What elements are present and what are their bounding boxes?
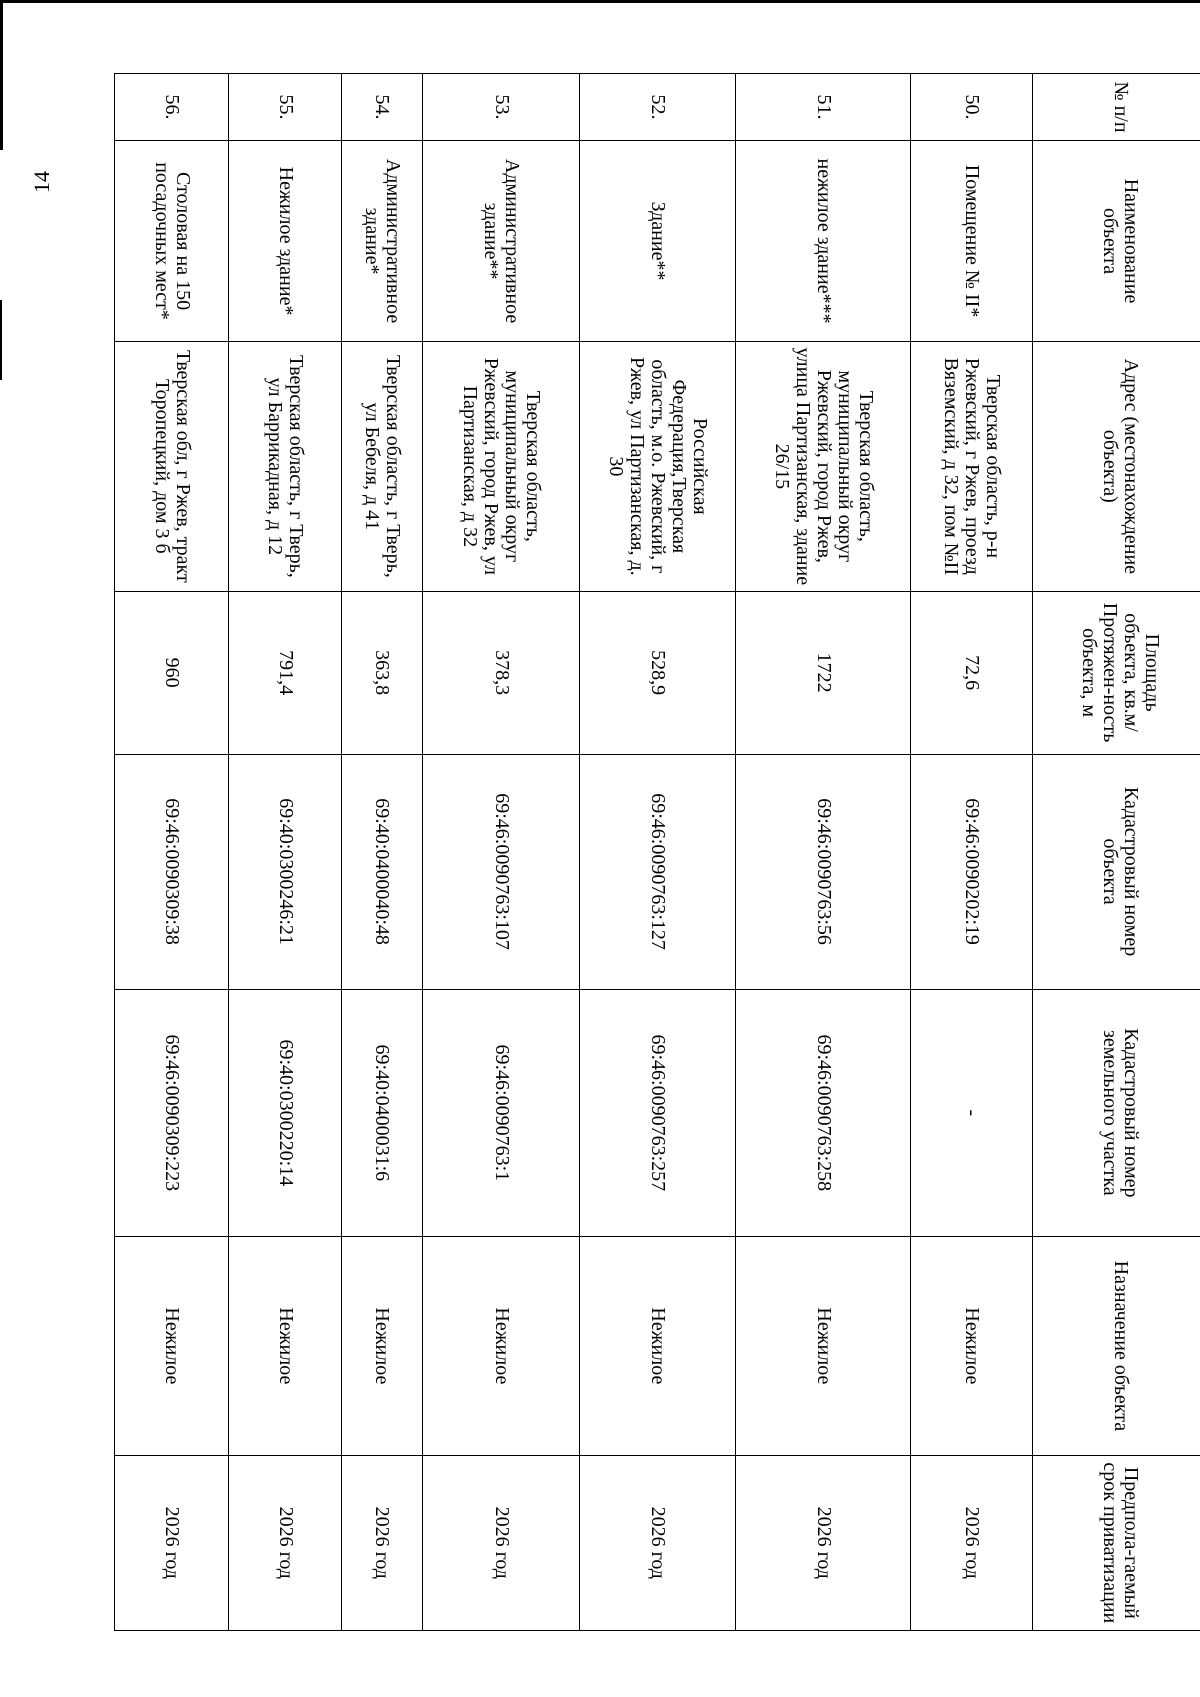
cell-land-cadastral: 69:40:0400031:6 <box>342 989 423 1236</box>
scan-left-edge-lower <box>0 300 2 380</box>
cell-cadastral: 69:46:0090763:56 <box>736 754 911 989</box>
header-cadastral: Кадастровый номер объекта <box>1033 754 1200 989</box>
header-address: Адрес (местонахождение объекта) <box>1033 342 1200 592</box>
cell-purpose: Нежилое <box>422 1237 579 1456</box>
cell-cadastral: 69:46:0090309:38 <box>115 754 229 989</box>
cell-cadastral: 69:40:0300246:21 <box>229 754 342 989</box>
cell-area: 72,6 <box>911 591 1033 754</box>
cell-address: Тверская область, г Тверь, ул Баррикадная, д 12 <box>229 342 342 592</box>
cell-number: 54. <box>342 74 423 141</box>
cell-purpose: Нежилое <box>911 1237 1033 1456</box>
cell-purpose: Нежилое <box>580 1237 736 1456</box>
cell-purpose: Нежилое <box>736 1237 911 1456</box>
cell-number: 50. <box>911 74 1033 141</box>
cell-number: 55. <box>229 74 342 141</box>
cell-purpose: Нежилое <box>115 1237 229 1456</box>
cell-number: 51. <box>736 74 911 141</box>
cell-land-cadastral: 69:46:0090309:223 <box>115 989 229 1236</box>
cell-address: Тверская обл, г Ржев, тракт Торопецкий, дом 3 б <box>115 342 229 592</box>
scan-top-edge <box>0 0 1200 3</box>
cell-purpose: Нежилое <box>229 1237 342 1456</box>
cell-area: 1722 <box>736 591 911 754</box>
cell-name: Административное здание* <box>342 141 423 342</box>
cell-land-cadastral: 69:40:0300220:14 <box>229 989 342 1236</box>
table-row <box>342 74 423 1631</box>
cell-term: 2026 год <box>422 1455 579 1630</box>
cell-number: 53. <box>422 74 579 141</box>
cell-term: 2026 год <box>115 1455 229 1630</box>
cell-name: Здание** <box>580 141 736 342</box>
cell-name: нежилое здание*** <box>736 141 911 342</box>
cell-term: 2026 год <box>911 1455 1033 1630</box>
table-row <box>911 74 1033 1631</box>
header-term: Предпола-гаемый срок приватизации <box>1033 1455 1200 1630</box>
cell-land-cadastral: 69:46:0090763:258 <box>736 989 911 1236</box>
cell-area: 378,3 <box>422 591 579 754</box>
cell-area: 363,8 <box>342 591 423 754</box>
header-name: Наименование объекта <box>1033 141 1200 342</box>
cell-term: 2026 год <box>580 1455 736 1630</box>
header-area: Площадь объекта, кв.м/ Протяжен-ность объекта, м <box>1033 591 1200 754</box>
cell-cadastral: 69:40:0400040:48 <box>342 754 423 989</box>
page-number: 14 <box>29 171 54 193</box>
cell-land-cadastral: 69:46:0090763:1 <box>422 989 579 1236</box>
table-row <box>115 74 229 1631</box>
cell-address: Тверская область, г Тверь, ул Бебеля, д 41 <box>342 342 423 592</box>
cell-number: 52. <box>580 74 736 141</box>
header-number: № п/п <box>1033 74 1200 141</box>
privatization-table <box>114 73 1200 1631</box>
cell-area: 960 <box>115 591 229 754</box>
cell-area: 791,4 <box>229 591 342 754</box>
cell-address: Тверская область, муниципальный округ Ржевский, город Ржев, улица Партизанская, здание 26/15 <box>736 342 911 592</box>
cell-name: Нежилое здание* <box>229 141 342 342</box>
cell-address: Тверская область, муниципальный округ Ржевский, город Ржев, ул Партизанская, д 32 <box>422 342 579 592</box>
cell-cadastral: 69:46:0090202:19 <box>911 754 1033 989</box>
cell-land-cadastral: 69:46:0090763:257 <box>580 989 736 1236</box>
table-row <box>736 74 911 1631</box>
cell-cadastral: 69:46:0090763:107 <box>422 754 579 989</box>
privatization-table-container <box>114 73 1200 1631</box>
cell-term: 2026 год <box>342 1455 423 1630</box>
cell-name: Столовая на 150 посадочных мест* <box>115 141 229 342</box>
cell-number: 56. <box>115 74 229 141</box>
table-row <box>229 74 342 1631</box>
cell-term: 2026 год <box>736 1455 911 1630</box>
cell-purpose: Нежилое <box>342 1237 423 1456</box>
cell-name: Административное здание** <box>422 141 579 342</box>
header-purpose: Назначение объекта <box>1033 1237 1200 1456</box>
scan-left-edge <box>0 0 3 150</box>
header-land-cadastral: Кадастровый номер земельного участка <box>1033 989 1200 1236</box>
cell-cadastral: 69:46:0090763:127 <box>580 754 736 989</box>
cell-address: Тверская область, р-н Ржевский, г Ржев, проезд Вяземский, д 32, пом №II <box>911 342 1033 592</box>
table-row <box>422 74 579 1631</box>
table-row <box>580 74 736 1631</box>
cell-land-cadastral: - <box>911 989 1033 1236</box>
cell-name: Помещение № II* <box>911 141 1033 342</box>
cell-address: Российская Федерация,Тверская область, м.о. Ржевский, г Ржев, ул Партизанская, д. 30 <box>580 342 736 592</box>
table-header-row <box>1033 74 1200 1631</box>
cell-term: 2026 год <box>229 1455 342 1630</box>
cell-area: 528,9 <box>580 591 736 754</box>
